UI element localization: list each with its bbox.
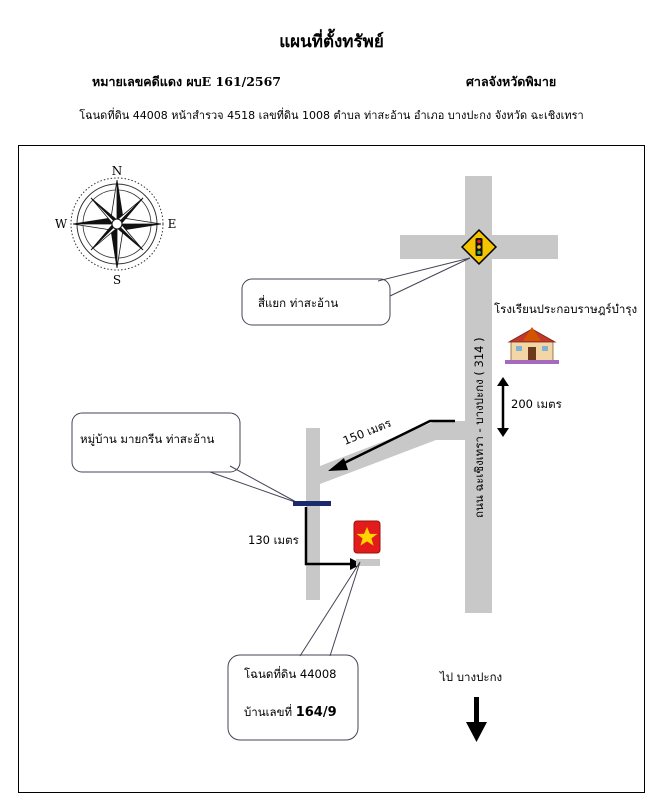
compass-n: N [111, 164, 123, 178]
distance-150-label: 150 เมตร [340, 415, 394, 448]
school-icon [505, 327, 559, 364]
property-star-icon [354, 521, 380, 553]
case-number: หมายเลขคดีแดง ผบE 161/2567 [92, 74, 281, 89]
property-house: บ้านเลขที่ 164/9 [244, 705, 337, 720]
distance-200-arrow [497, 377, 509, 437]
connector-road [320, 421, 465, 484]
village-road [306, 428, 320, 600]
distance-130-label: 130 เมตร [248, 533, 299, 547]
property-deed: โฉนดที่ดิน 44008 [244, 667, 337, 681]
court-name: ศาลจังหวัดพิมาย [466, 74, 557, 89]
deed-info: โฉนดที่ดิน 44008 หน้าสำรวจ 4518 เลขที่ดิน 1008 ตำบล ท่าสะอ้าน อำเภอ บางปะกง จังหวัด ฉะเชิงเทรา [79, 109, 584, 122]
roads [306, 176, 558, 613]
compass-s: S [112, 273, 122, 287]
compass-w: W [54, 217, 68, 231]
intersection-label: สี่แยก ท่าสะอ้าน [258, 296, 339, 310]
direction-label: ไป บางปะกง [440, 670, 503, 684]
page-title: แผนที่ตั้งทรัพย์ [279, 32, 384, 52]
down-arrow-icon [466, 697, 487, 742]
village-label: หมู่บ้าน มายกรีน ท่าสะอ้าน [80, 432, 215, 446]
distance-200-label: 200 เมตร [511, 397, 562, 411]
road-label: ถนน ฉะเชิงเทรา - บางปะกง ( 314 ) [472, 337, 486, 518]
compass-rose-icon [55, 164, 177, 287]
compass-e: E [167, 217, 177, 231]
village-sign [293, 501, 331, 506]
school-label: โรงเรียนประกอบราษฎร์บำรุง [494, 302, 638, 316]
